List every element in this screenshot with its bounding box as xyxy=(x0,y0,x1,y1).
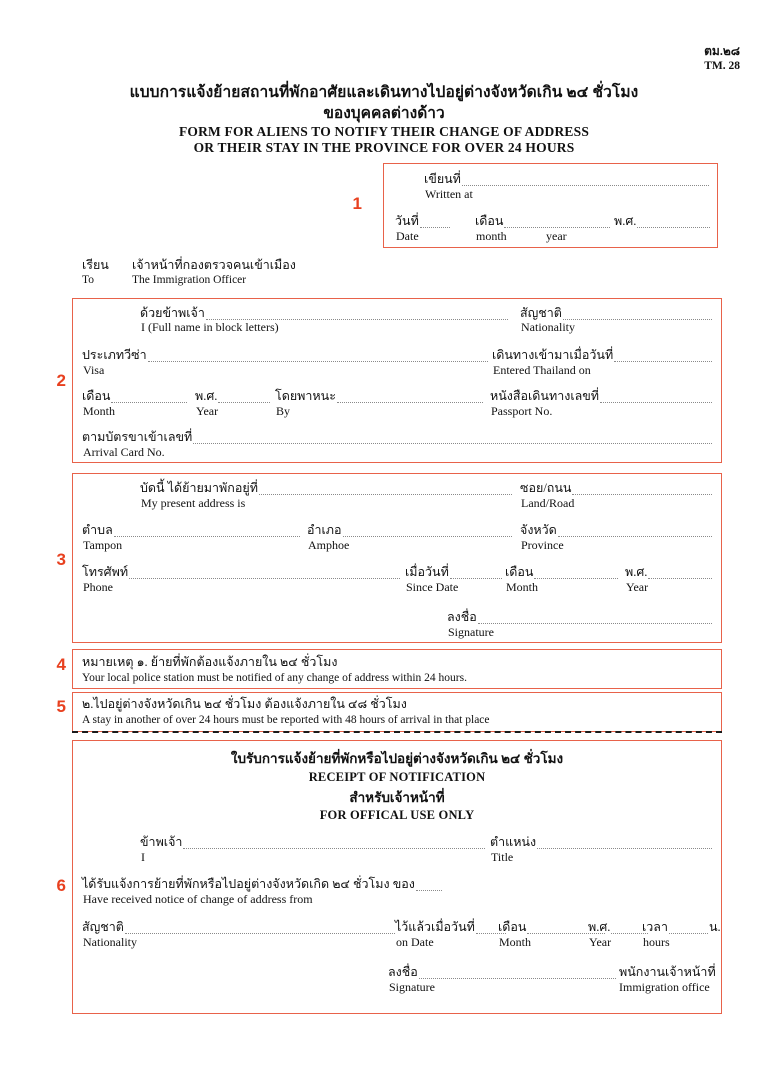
signature-label-english-s6: Signature xyxy=(389,980,435,994)
full-name-label-english: I (Full name in block letters) xyxy=(141,320,279,334)
title-english-line2: OR THEIR STAY IN THE PROVINCE FOR OVER 24 HOURS xyxy=(193,140,575,155)
field-year-s3[interactable] xyxy=(625,565,712,579)
month-label-english: month xyxy=(476,229,507,243)
note2-thai: ๒.ไปอยู่ต่างจังหวัดเกิน ๒๔ ชั่วโมง ต้องแจ้งภายใน ๔๘ ชั่วโมง xyxy=(82,697,407,711)
amphoe-label-english: Amphoe xyxy=(308,538,350,552)
nationality-input-s6[interactable] xyxy=(125,922,395,934)
passport-input[interactable] xyxy=(600,391,712,403)
addressee-to-english: To xyxy=(82,274,94,286)
nationality-label-english-s2: Nationality xyxy=(521,320,575,334)
province-input[interactable] xyxy=(558,525,712,537)
field-since-date[interactable] xyxy=(405,565,502,579)
section-number-6: 6 xyxy=(56,876,66,895)
received-from-label-english: Have received notice of change of address from xyxy=(83,892,313,906)
since-date-label-english: Since Date xyxy=(406,580,459,594)
year-label-english: year xyxy=(546,229,567,243)
addressee-officer-thai: เจ้าหน้าที่กองตรวจคนเข้าเมือง xyxy=(132,258,296,272)
field-year-s6[interactable] xyxy=(588,920,648,934)
month-label-thai: เดือน xyxy=(475,214,504,228)
year-label-english-s2: Year xyxy=(196,404,219,418)
month-input-s3[interactable] xyxy=(534,567,618,579)
year-label-thai-s3: พ.ศ. xyxy=(625,565,648,579)
amphoe-input[interactable] xyxy=(343,525,512,537)
field-entered-thailand[interactable] xyxy=(492,348,712,362)
present-address-label-english: My present address is xyxy=(141,496,246,510)
month-input-s2[interactable] xyxy=(111,391,187,403)
field-written-at[interactable] xyxy=(424,172,709,186)
received-from-label-thai: ได้รับแจ้งการย้ายที่พักหรือไปอยู่ต่างจังหวัดเกิด ๒๔ ชั่วโมง ของ xyxy=(82,877,415,891)
note1-thai: หมายเหตุ ๑. ย้ายที่พักต้องแจ้งภายใน ๒๔ ชั่วโมง xyxy=(82,655,338,669)
since-date-input[interactable] xyxy=(450,567,502,579)
field-nationality-s2[interactable] xyxy=(520,306,712,320)
officer-title-label-thai: ตำแหน่ง xyxy=(490,835,537,849)
nationality-label-thai-s6: สัญชาติ xyxy=(82,920,124,934)
field-signature-s6[interactable] xyxy=(388,965,616,979)
year-label-thai-s2: พ.ศ. xyxy=(195,389,218,403)
hours-input[interactable] xyxy=(669,922,708,934)
date-input[interactable] xyxy=(420,216,450,228)
written-at-input[interactable] xyxy=(462,174,709,186)
field-date[interactable] xyxy=(395,214,450,228)
entered-label-thai: เดินทางเข้ามาเมื่อวันที่ xyxy=(492,348,614,362)
tampon-input[interactable] xyxy=(114,525,300,537)
section-number-3: 3 xyxy=(56,550,66,569)
entered-input[interactable] xyxy=(614,350,712,362)
field-passport-no[interactable] xyxy=(490,389,712,403)
field-visa[interactable] xyxy=(82,348,488,362)
month-label-thai-s3: เดือน xyxy=(505,565,534,579)
tampon-label-english: Tampon xyxy=(83,538,123,552)
present-address-label-thai: บัดนี้ ได้ย้ายมาพักอยู่ที่ xyxy=(140,481,258,495)
land-road-input[interactable] xyxy=(572,483,712,495)
year-label-english-s6: Year xyxy=(589,935,612,949)
field-nationality-s6[interactable] xyxy=(82,920,395,934)
hours-label-thai: เวลา xyxy=(642,920,668,934)
since-date-label-thai: เมื่อวันที่ xyxy=(405,565,449,579)
field-land-road[interactable] xyxy=(520,481,712,495)
officer-name-label-thai: ข้าพเจ้า xyxy=(140,835,183,849)
month-label-thai-s2: เดือน xyxy=(82,389,111,403)
present-address-input[interactable] xyxy=(259,483,512,495)
note2-english: A stay in another of over 24 hours must be reported with 48 hours of arrival in that place xyxy=(82,714,490,726)
field-full-name[interactable] xyxy=(140,306,508,320)
field-tampon[interactable] xyxy=(82,523,300,537)
field-signature-s3[interactable] xyxy=(447,610,712,624)
year-label-thai-s6: พ.ศ. xyxy=(588,920,611,934)
phone-label-thai: โทรศัพท์ xyxy=(82,565,129,579)
receipt-heading-thai-1: ใบรับการแจ้งย้ายที่พักหรือไปอยู่ต่างจังหวัดเกิน ๒๔ ชั่วโมง xyxy=(230,751,564,766)
page-title xyxy=(0,82,768,156)
year-input[interactable] xyxy=(637,216,710,228)
section-number-5: 5 xyxy=(56,697,66,716)
amphoe-label-thai: อำเภอ xyxy=(307,523,342,537)
officer-title-label-english: Title xyxy=(491,850,514,864)
hours-unit-thai: น. xyxy=(709,920,721,934)
field-phone[interactable] xyxy=(82,565,400,579)
field-officer-title[interactable] xyxy=(490,835,712,849)
field-month-s2[interactable] xyxy=(82,389,187,403)
year-label-thai: พ.ศ. xyxy=(614,214,637,228)
land-road-label-english: Land/Road xyxy=(521,496,575,510)
section-number-4: 4 xyxy=(56,655,66,674)
passport-label-english: Passport No. xyxy=(491,404,553,418)
year-input-s2[interactable] xyxy=(218,391,270,403)
full-name-input[interactable] xyxy=(206,308,508,320)
hours-label-english: hours xyxy=(643,935,670,949)
month-label-thai-s6: เดือน xyxy=(498,920,527,934)
field-month-s3[interactable] xyxy=(505,565,618,579)
on-date-label-thai: ไว้แล้วเมื่อวันที่ xyxy=(395,920,475,934)
cut-line-divider xyxy=(72,731,722,733)
field-officer-name[interactable] xyxy=(140,835,485,849)
year-input-s3[interactable] xyxy=(648,567,712,579)
phone-input[interactable] xyxy=(129,567,400,579)
nationality-label-thai-s2: สัญชาติ xyxy=(520,306,562,320)
addressee-to-thai: เรียน xyxy=(82,258,109,272)
title-thai-line2: ของบุคคลต่างด้าว xyxy=(323,105,445,122)
province-label-thai: จังหวัด xyxy=(520,523,557,537)
section-number-1: 1 xyxy=(352,194,362,213)
date-label-english: Date xyxy=(396,229,419,243)
field-hours[interactable] xyxy=(642,920,708,934)
arrival-card-input[interactable] xyxy=(193,432,712,444)
field-year-s2[interactable] xyxy=(195,389,270,403)
field-on-date[interactable] xyxy=(395,920,506,934)
month-label-english-s6: Month xyxy=(499,935,532,949)
by-input[interactable] xyxy=(337,391,483,403)
arrival-card-label-english: Arrival Card No. xyxy=(83,445,165,459)
nationality-label-english-s6: Nationality xyxy=(83,935,137,949)
entered-label-english: Entered Thailand on xyxy=(493,363,591,377)
by-label-english: By xyxy=(276,404,291,418)
written-at-label-thai: เขียนที่ xyxy=(424,172,461,186)
document-code-latin: TM. 28 xyxy=(704,60,740,72)
officer-title-input[interactable] xyxy=(537,837,712,849)
field-amphoe[interactable] xyxy=(307,523,512,537)
received-from-input[interactable] xyxy=(416,879,442,891)
field-arrival-card[interactable] xyxy=(82,430,712,444)
on-date-label-english: on Date xyxy=(396,935,434,949)
signature-input-s3[interactable] xyxy=(478,612,712,624)
field-month[interactable] xyxy=(475,214,610,228)
field-present-address[interactable] xyxy=(140,481,512,495)
immigration-officer-label-english: Immigration office xyxy=(619,980,710,994)
phone-label-english: Phone xyxy=(83,580,113,594)
signature-label-thai-s3: ลงชื่อ xyxy=(447,610,477,624)
officer-name-input[interactable] xyxy=(183,837,485,849)
arrival-card-label-thai: ตามบัตรขาเข้าเลขที่ xyxy=(82,430,193,444)
date-label-thai: วันที่ xyxy=(395,214,419,228)
signature-label-thai-s6: ลงชื่อ xyxy=(388,965,418,979)
section-number-2: 2 xyxy=(56,371,66,390)
field-province[interactable] xyxy=(520,523,712,537)
month-label-english-s3: Month xyxy=(506,580,539,594)
receipt-heading-english-2: FOR OFFICAL USE ONLY xyxy=(319,808,475,822)
title-english-line1: FORM FOR ALIENS TO NOTIFY THEIR CHANGE OF ADDRESS xyxy=(178,124,590,139)
year-label-english-s3: Year xyxy=(626,580,649,594)
month-label-english-s2: Month xyxy=(83,404,116,418)
receipt-heading-english-1: RECEIPT OF NOTIFICATION xyxy=(308,770,486,784)
visa-label-thai: ประเภทวีซ่า xyxy=(82,348,147,362)
signature-label-english-s3: Signature xyxy=(448,625,494,639)
note1-english: Your local police station must be notified of any change of address within 24 hours. xyxy=(82,672,467,684)
written-at-label-english: Written at xyxy=(425,187,473,201)
by-label-thai: โดยพาหนะ xyxy=(275,389,336,403)
document-code-thai: ตม.๒๘ xyxy=(704,44,740,58)
month-input[interactable] xyxy=(504,216,610,228)
signature-input-s6[interactable] xyxy=(419,967,616,979)
full-name-label-thai: ด้วยข้าพเจ้า xyxy=(140,306,205,320)
visa-input[interactable] xyxy=(148,350,488,362)
title-thai-line1: แบบการแจ้งย้ายสถานที่พักอาศัยและเดินทางไปอยู่ต่างจังหวัดเกิน ๒๔ ชั่วโมง xyxy=(129,84,639,101)
passport-label-thai: หนังสือเดินทางเลขที่ xyxy=(490,389,600,403)
document-code xyxy=(704,44,740,74)
field-by-vehicle[interactable] xyxy=(275,389,483,403)
officer-name-label-english: I xyxy=(141,850,145,864)
field-year[interactable] xyxy=(614,214,710,228)
tampon-label-thai: ตำบล xyxy=(82,523,113,537)
province-label-english: Province xyxy=(521,538,564,552)
receipt-heading-thai-2: สำหรับเจ้าหน้าที่ xyxy=(349,790,445,805)
field-received-from[interactable] xyxy=(82,877,452,891)
land-road-label-thai: ซอย/ถนน xyxy=(520,481,572,495)
immigration-officer-label-thai: พนักงานเจ้าหน้าที่ xyxy=(619,965,716,979)
addressee-officer-english: The Immigration Officer xyxy=(132,274,247,286)
visa-label-english: Visa xyxy=(83,363,105,377)
nationality-input-s2[interactable] xyxy=(563,308,712,320)
